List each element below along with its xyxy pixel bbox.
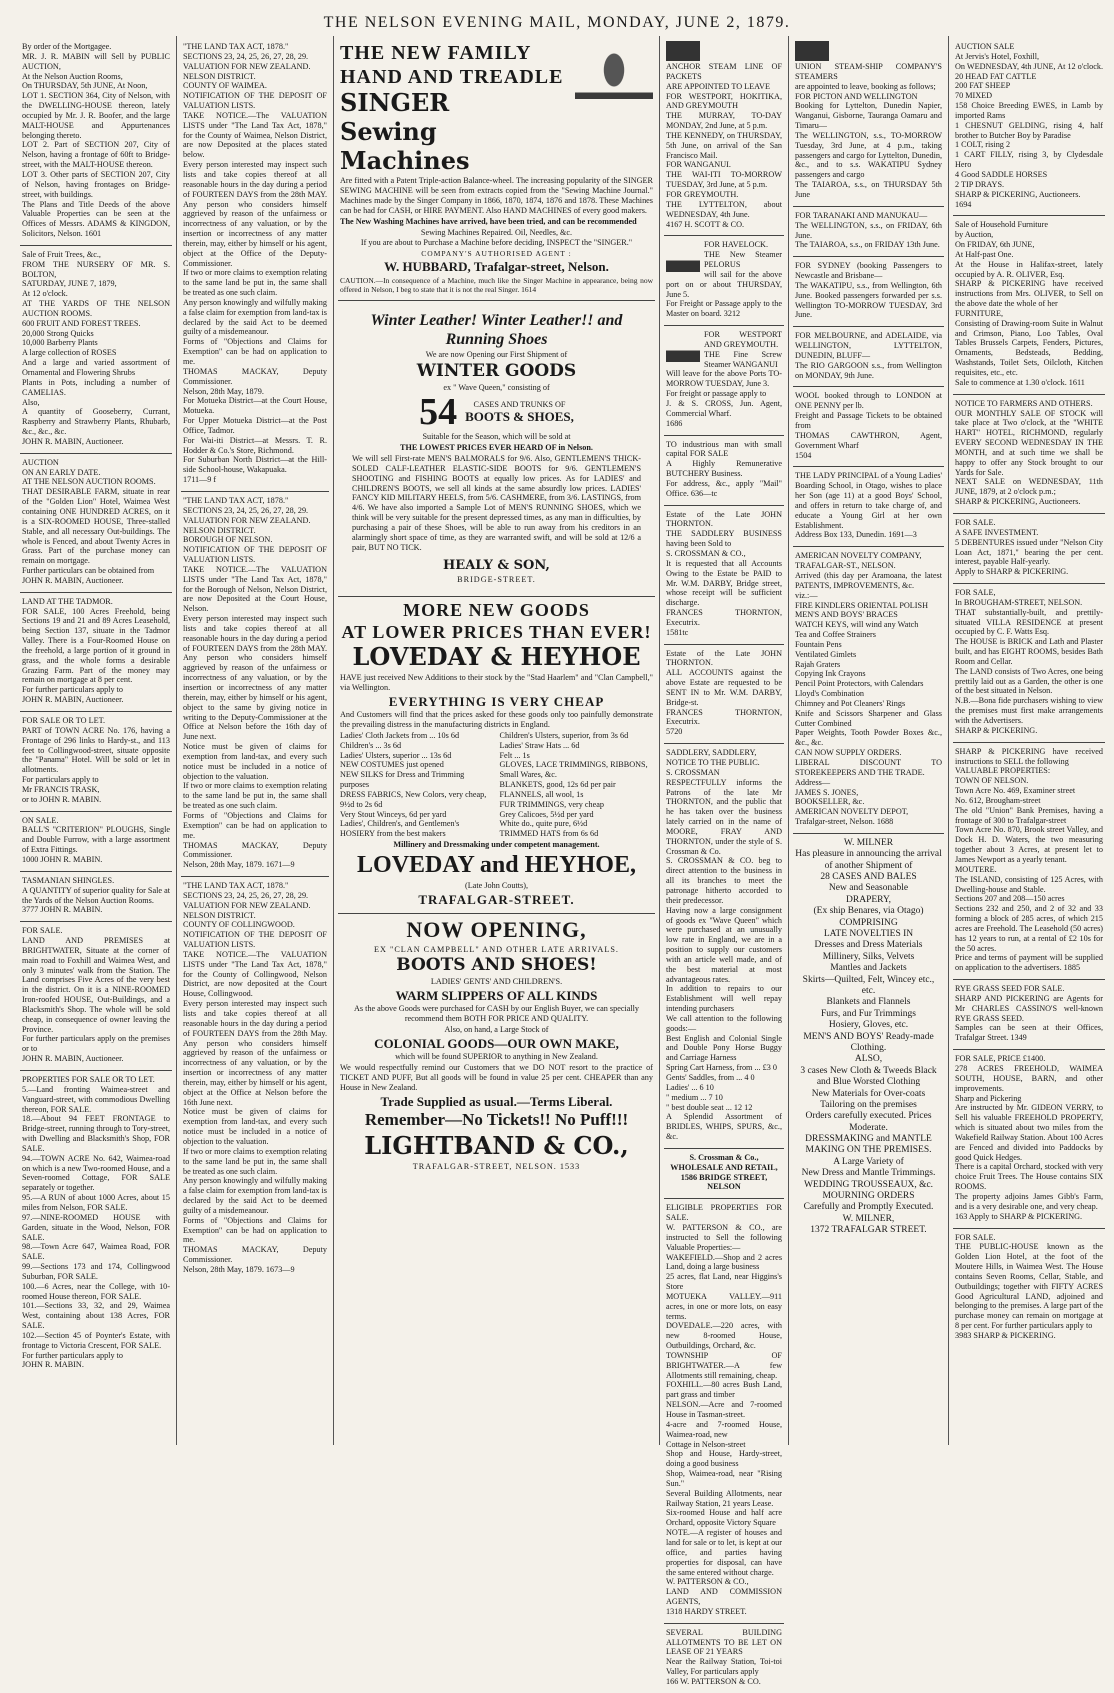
farmers-notice-ad: NOTICE TO FARMERS AND OTHERS. OUR MONTHLY SALE OF STOCK will take place at Two o'clock, at the "WHITE HART" HOTEL, RICHMOND, regularly EVERY SECOND WEDNESDAY IN THE MONTH, and at such time we shall be happy to offer any Stock brought to our Yards for Sale. NEXT SALE on WEDNESDAY, 11th JUNE, 1879, at 2 o'clock p.m.; SHARP & PICKERING, Auctioneers. — [953, 395, 1105, 514]
saddlery-ad: SADDLERY, SADDLERY, NOTICE TO THE PUBLIC. S. CROSSMAN RESPECTFULLY informs the Patrons of the late Mr THORNTON, and the public that he has taken over the business lately carried on in the name of MOORE, FRAY AND THORNTON, under the style of S. Crossman & Co. S. CROSSMAN & CO. beg to direct attention to the business in all its branches to meet the patronage hitherto accorded to their predecessor. Having now a large consignment of goods ex "Wave Queen" which were purchased at an unusually low rate in England, we are in a position to supply our customers with an article well made, and of the best material at most advantageous rates. In addition to repairs to our Establishment will well repay intending purchasers We call attention to the following goods:— Best English and Colonial Single and Double Pony Horse Buggy and Carriage Harness Spring Cart Harness, from ... £3 0 Gents' Saddles, from ... 4 0 Ladies' ... 6 10 " medium ... 7 10 " best double seat ... 12 12 A Splendid Assortment of BRIDLES, WHIPS, SPURS, &c., &c. — [664, 744, 784, 1149]
singer-title: SINGER — [340, 88, 450, 117]
column-3 — [338, 38, 655, 1447]
ploughs-sale-ad: ON SALE. BALL'S "CRITERION" PLOUGHS, Single and Double Furrow, with a large assortment of Extra Fittings. 1000 JOHN R. MABIN. — [20, 812, 172, 872]
lightband-firm: LIGHTBAND & CO., — [364, 1130, 629, 1160]
lightband-boots: BOOTS AND SHOES! — [396, 955, 597, 976]
shingles-ad: TASMANIAN SHINGLES. A QUANTITY of superior quality for Sale at the Yards of the Nelson Auction Rooms. 3777 JOHN R. MABIN. — [20, 872, 172, 922]
wool-freight-ad: WOOL booked through to LONDON at ONE PENNY per lb. Freight and Passage Tickets to be obtained from THOMAS CAWTHRON, Agent, Government Wharf 1504 — [793, 387, 944, 467]
lightband-ad — [338, 914, 655, 1177]
healy-boots: BOOTS & SHOES, — [465, 409, 574, 425]
healy-firm: HEALY & SON, — [443, 558, 550, 574]
brightwater-sale-ad: FOR SALE. LAND AND PREMISES at BRIGHTWATER, Situate at the corner of main road to Foxhill and Waimea West, and only 3 minutes' walk from the Station. The Land comprises Five Acres of the very best in the district. On it is a NINE-ROOMED Iron-roofed HOUSE, Out-Buildings, and a Blacksmith's Shop. The whole will be sold cheap, in consequence of owner leaving the Province. For further particulars apply on the premises or to JOHN R. MABIN, Auctioneer. — [20, 922, 172, 1071]
lightband-colonial-intro: Also, on hand, a Large Stock of — [444, 1024, 549, 1034]
thornton-estate-ad-2: Estate of the Late JOHN THORNTON. ALL ACCOUNTS against the above Estate are requested to be SENT IN to Mr. W.M. DARBY, Bridge-st. FRANCES THORNTON, Executrix. 5720 — [664, 645, 784, 745]
column-rule — [948, 36, 949, 1445]
american-novelty-ad: AMERICAN NOVELTY COMPANY, TRAFALGAR-ST., NELSON. Arrived (this day per Aramoana, the latest PATENTS, IMPROVEMENTS, &c. viz.:— FIRE KINDLERS ORIENTAL POLISH MEN'S AND BOYS' BRACES WATCH KEYS, will wind any Watch Tea and Coffee Strainers Fountain Pens Ventilated Gimlets Rajah Graters Copying Ink Crayons Pencil Point Protectors, with Calendars Lloyd's Combination Chimney and Pot Cleaners' Rings Knife and Scissors Sharpener and Glass Cutter Combined Paper Weights, Tooth Powder Boxes &c., &c., &c. CAN NOW SUPPLY ORDERS. LIBERAL DISCOUNT TO STOREKEEPERS AND THE TRADE. Address— JAMES S. JONES, BOOKSELLER, &c. AMERICAN NOVELTY DEPOT, Trafalgar-street, Nelson. 1688 — [793, 547, 944, 834]
healy-ex: ex " Wave Queen," consisting of — [443, 382, 550, 392]
loveday-more: MORE NEW GOODS — [403, 599, 590, 620]
loveday-intro: HAVE just received New Additions to their stock by the "Stad Haarlem" and "Clan Campbell," via Wellington. — [340, 672, 653, 692]
healy-prices: THE LOWEST PRICES EVER HEARD OF in Nelson. — [400, 443, 593, 453]
butchery-ad: TO industrious man with small capital FOR SALE A Highly Remunerative BUTCHERY Business. For address, &c., apply "Mail" Office. 636—tc — [664, 436, 784, 506]
steamer-icon — [666, 241, 700, 272]
fruit-trees-sale-ad: Sale of Fruit Trees, &c., FROM THE NURSERY OF MR. S. BOLTON, SATURDAY, JUNE 7, 1879, At 12 o'clock. AT THE YARDS OF THE NELSON AUCTION ROOMS. 600 FRUIT AND FOREST TREES. 20,000 Strong Quicks 10,000 Barberry Plants A large collection of ROSES And a large and varied assortment of Ornamental and Flowering Shrubs Plants in Pots, including a number of CAMELIAS. Also, A quantity of Gooseberry, Currant, Raspberry and Strawberry Plants, Rhubarb, &c., &c., &c. JOHN R. MABIN, Auctioneer. — [20, 246, 172, 454]
column-1 — [20, 38, 172, 1447]
land-tax-waimea-notice: "THE LAND TAX ACT, 1878." SECTIONS 23, 24, 25, 26, 27, 28, 29. VALUATION FOR NEW ZEALAND. NELSON DISTRICT. COUNTY OF WAIMEA. NOTIFICATION OF THE DEPOSIT OF VALUATION LISTS. TAKE NOTICE.—The VALUATION LISTS under "The Land Tax Act, 1878," for the County of Waimea, Nelson District, are now Deposited at the places stated below. Every person interested may inspect such lists and take copies thereof at all reasonable hours in the day during a period of FOURTEEN DAYS from the 28th MAY. Any person who considers himself aggrieved by reason of the unfairness or incorrectness of any valuation, or by the insertion or incorrectness of any matter therein, may, either by himself or his agent, object at the Office of the Deputy-Commissioner. If two or more claims to exemption relating to the same land be put in, the same shall be treated as one such claim. Any person knowingly and wilfully making a false claim for exemption from land-tax is declared by the said Act to be deemed guilty of a misdemeanour. Forms of "Objections and Claims for Exemption" can be had on application to me. THOMAS MACKAY, Deputy Commissioner. Nelson, 28th May, 1879. For Motueka District—at the Court House, Motueka. For Upper Motueka District—at the Post Office, Tadmor. For Wai-iti District—at Messrs. T. R. Hodder & Co.'s Store, Richmond. For Suburban North District—at the Hill-side School-house, Wakapuaka. 1711—9 f — [181, 38, 329, 492]
public-house-ad: FOR SALE. THE PUBLIC-HOUSE known as the Golden Lion Hotel, at the foot of the Moutere Hills, in Waimea West. The House contains Seven Rooms, Cellar, Stable, and Outbuildings; together with FIFTY ACRES Good Agricultural LAND, adjoined and belonging to the premises. A large part of the purchase money can remain on mortgage at 8 per cent. For further particulars apply to 3983 SHARP & PICKERING. — [955, 1232, 1103, 1340]
crossman-ad: S. Crossman & Co., WHOLESALE AND RETAIL, 1586 BRIDGE STREET, NELSON — [664, 1149, 784, 1199]
healy-ad — [338, 301, 655, 597]
lightband-now-opening: NOW OPENING, — [406, 917, 587, 943]
healy-cases: CASES AND TRUNKS OF — [473, 399, 566, 409]
melbourne-ad: FOR MELBOURNE, and ADELAIDE, via WELLINGTON, LYTTELTON, DUNEDIN, BLUFF— The RIO GARGOON s.s., from Wellington on MONDAY, 9th June. — [793, 327, 944, 387]
loveday-late: (Late John Coutts), — [465, 880, 528, 890]
milner-drapery-ad: W. MILNER Has pleasure in announcing the arrival of another Shipment of 28 CASES AND BALES New and Seasonable DRAPERY, (Ex ship Benares, via Otago) COMPRISING LATE NOVELTIES IN Dresses and Dress Materials Millinery, Silks, Velvets Mantles and Jackets Skirts—Quilted, Felt, Wincey etc., etc. Blankets and Flannels Furs, and Fur Trimmings Hosiery, Gloves, etc. MEN'S AND BOYS' Ready-made Clothing. ALSO, 3 cases New Cloth & Tweeds Black and Blue Worsted Clothing New Materials for Over-coats Tailoring on the premises Orders carefully executed. Prices Moderate. DRESSMAKING and MANTLE MAKING ON THE PREMISES. A Large Variety of New Dress and Mantle Trimmings. WEDDING TROUSSEAUX, &c. MOURNING ORDERS Carefully and Promptly Executed. W. MILNER, 1372 TRAFALGAR STREET. — [795, 837, 942, 1236]
loveday-street: TRAFALGAR-STREET. — [418, 891, 575, 907]
waimea-south-ad: FOR SALE, PRICE £1400. 278 ACRES FREEHOLD, WAIMEA SOUTH, HOUSE, BARN, and other improvements. Sharp and Pickering Are instructed by Mr. GIDEON VERRY, to Sell his valuable FREEHOLD PROPERTY, which is situated about two miles from the Wakefield Railway Station. About 100 Acres are Fenced and divided into Paddocks by good Quick Hedges. There is a capital Orchard, stocked with very choice Fruit Trees. The House contains SIX ROOMS. The property adjoins James Gibb's Farm, and is a very desirable one, and very cheap. 163 Apply to SHARP & PICKERING. — [953, 1050, 1105, 1228]
land-tax-nelson-notice: "THE LAND TAX ACT, 1878." SECTIONS 23, 24, 25, 26, 27, 28, 29. VALUATION FOR NEW ZEALAND. NELSON DISTRICT. BOROUGH OF NELSON. NOTIFICATION OF THE DEPOSIT OF VALUATION LISTS. TAKE NOTICE.—The VALUATION LISTS under "The Land Tax Act, 1878," for the Borough of Nelson, Nelson District, are now Deposited at the Court House, Nelson. Every person interested may inspect such lists and take copies thereof at all reasonable hours in the day during a period of FOURTEEN DAYS from the 28th MAY. Any person who considers himself aggrieved by reason of the unfairness or incorrectness of any valuation, or by the insertion or incorrectness of any matter therein, may, either by himself or his agent, object to the same by giving notice in writing to the Deputy-Commissioner at the Office at Nelson before the 16th day of June next. Notice must be given of claims for exemption from land-tax, and every such notice must be included in a notice of objection to the valuation. If two or more claims to exemption relating to the same land be put in, the same shall be treated as one such claim. Forms of "Objections and Claims for Exemption" can be had on application to me. THOMAS MACKAY, Deputy Commissioner. Nelson, 28th May, 1879. 1671—9 — [181, 492, 329, 877]
loveday-list-right: Children's Ulsters, superior, from 3s 6d Ladies' Straw Hats ... 6d Felt ... 1s GLOVES, LACE TRIMMINGS, RIBBONS, Small Wares, &c. BLANKETS, good, 12s 6d per pair FLANNELS, all wool, 1s FUR TRIMMINGS, very cheap Grey Calicoes, 5½d per yard White do., quite pure, 6½d TRIMMED HATS from 6s 6d — [499, 730, 648, 839]
column-5 — [793, 38, 944, 1447]
column-2 — [181, 38, 329, 1447]
column-rule — [659, 36, 660, 1445]
mortgagee-sale-ad: By order of the Mortgagee. MR. J. R. MABIN will Sell by PUBLIC AUCTION, At the Nelson Auction Rooms, On THURSDAY, 5th JUNE, At Noon, LOT 1. SECTION 364, City of Nelson, with the DWELLING-HOUSE thereon, lately occupied by Mr. J. R. Boofer, and the large MALT-HOUSE and Appurtenances belonging thereto. LOT 2. Part of SECTION 207, City of Nelson, having a frontage of 60ft to Bridge-street, with the MALT-HOUSE thereon. LOT 3. Other parts of SECTION 207, City of Nelson, having frontages on Bridge-street, with buildings. The Plans and Title Deeds of the above Valuable Properties can be seen at the Offices of Messrs. ADAMS & KINGDON, Solicitors, Nelson. 1601 — [20, 38, 172, 246]
lady-principal-ad: THE LADY PRINCIPAL of a Young Ladies' Boarding School, in Otago, wishes to place her Son (age 11) at a good Boys' School, and offers in return to take charge of, and educate a Young Girl at her own Establishment. Address Box 133, Dunedin. 1691—3 — [793, 467, 944, 547]
lightband-remember: Remember—No Tickets!! No Puff!!! — [364, 1110, 629, 1130]
steamer-icon — [666, 331, 700, 362]
lightband-ex: EX "CLAN CAMPBELL" AND OTHER LATE ARRIVALS. — [374, 944, 619, 954]
lightband-warm: WARM SLIPPERS OF ALL KINDS — [395, 987, 598, 1003]
loveday-firm: LOVEDAY & HEYHOE — [352, 642, 641, 672]
sewing-machine-illustration — [575, 43, 653, 133]
singer-ad — [338, 38, 655, 301]
villa-sale-ad: FOR SALE, In BROUGHAM-STREET, NELSON. THAT substantially-built, and prettily-situated VILLA RESIDENCE at present occupied by C. F. Watts Esq. The HOUSE is BRICK and Lath and Plaster built, and has EIGHT ROOMS, besides Bath Room and Cellar. The LAND consists of Two Acres, one being prettily laid out as a Garden, the other is one of the best situated in Nelson. N.B.—Bona fide purchasers wishing to view the premises must first make arrangements with the Advertisers. SHARP & PICKERING. — [953, 584, 1105, 743]
lightband-superior: which will be found SUPERIOR to anything in New Zealand. — [395, 1052, 598, 1062]
singer-agent-label: COMPANY'S AUTHORISED AGENT : — [421, 249, 572, 259]
healy-number: 54 — [419, 391, 458, 434]
singer-machines: Machines — [340, 145, 470, 175]
building-allotments-ad: SEVERAL BUILDING ALLOTMENTS TO BE LET ON LEASE OF 21 YEARS Near the Railway Station, Toi-toi Valley, For particulars apply 166 W. PATTERSON & CO. — [666, 1627, 782, 1686]
foxhill-auction-ad: AUCTION SALE At Jervis's Hotel, Foxhill, On WEDNESDAY, 4th JUNE, At 12 o'clock. 20 HEAD FAT CATTLE 200 FAT SHEEP 70 MIXED 158 Choice Breeding EWES, in Lamb by imported Rams 1 CHESNUT GELDING, rising 4, half brother to Butcher Boy by Paradise 1 COLT, rising 2 1 CART FILLY, rising 3, by Clydesdale Hero 4 Good SADDLE HORSES 2 TIP DRAYS. SHARP & PICKERING, Auctioneers. 1694 — [953, 38, 1105, 216]
lightband-cash-note: As the above Goods were purchased for CASH by our English Buyer, we can specially recommend them BOTH FOR PRICE AND QUALITY. — [353, 1004, 640, 1024]
column-rule — [176, 36, 177, 1445]
healy-intro: We are now Opening our First Shipment of — [425, 350, 568, 360]
flag-icon — [795, 41, 829, 61]
loveday-body: And Customers will find that the prices asked for these goods only too painfully demonstrate the prevailing distress in the manufacturing districts in England. — [340, 710, 653, 730]
singer-body: Are fitted with a Patent Triple-action Balance-wheel. The increasing popularity of the SINGER SEWING MACHINE will be seen from extracts copied from the "Sewing Machine Journal." Machines made by the Singer Company in 1866, 1870, 1874, 1876 and 1878. These Machines can be had for CASH, or HIRE PAYMENT. Also HAND MACHINES of every good makers. — [340, 176, 653, 215]
sydney-ad: FOR SYDNEY (booking Passengers to Newcastle and Brisbane— The WAKATIPU, s.s., from Wellington, 6th June. Booked passengers forwarded per s.s. Wellington TO-MORROW TUESDAY, 3rd June. — [793, 257, 944, 327]
healy-body: We will sell First-rate MEN'S BALMORALS for 9/6. Also, GENTLEMEN'S THICK-SOLED CALF-LEATHER ELASTIC-SIDE BOOTS for 9/6. GENTLEMEN'S SHOOTING and FISHING BOOTS at equally low prices. As for LADIES' and CHILDREN'S BOOTS, we sell all kinds at the same absurdly low prices. LADIES' FANCY KID MILITARY HEELS, from 5/6. CASHMERE, from 3/6. LASTINGS, from 4/6. We have also imported a Sample Lot of MEN'S RUNNING SHOES, which we think will be very suitable for the present depressed times, as any man in difficulties, by purchasing a pair of these Shoes, will be able to run away from his creditors in an alarmingly short space of time, as they are warranted swift, and will be sold at 12/6 a pair, BUT NO TICK. — [352, 454, 642, 552]
singer-washing: The New Washing Machines have arrived, have been tried, and can be recommended — [340, 216, 637, 226]
loveday-ad — [338, 597, 655, 914]
rye-grass-ad: RYE GRASS SEED FOR SALE. SHARP AND PICKERING are Agents for Mr CHARLES CASSINO'S well-known RYE GRASS SEED. Samples can be seen at their Offices, Trafalgar Street. 1349 — [953, 980, 1105, 1050]
farm-auction-ad: AUCTION ON AN EARLY DATE. AT THE NELSON AUCTION ROOMS. THAT DESIRABLE FARM, situate in rear of the "Golden Lion" Hotel, Waimea West containing ONE HUNDRED ACRES, on it is a SIX-ROOMED HOUSE, Three-stalled Stable, and all necessary Out-buildings. The whole is Fenced, and about Twenty Acres in Grass. Part of the purchase money can remain on mortgage. Further particulars can be obtained from JOHN R. MABIN, Auctioneer. — [20, 454, 172, 593]
singer-headline: THE NEW FAMILY HAND AND TREADLE — [340, 42, 564, 88]
column-rule — [788, 36, 789, 1445]
furniture-sale-ad: Sale of Household Furniture by Auction, On FRIDAY, 6th JUNE, At Half-past One. At the House in Halifax-street, lately occupied by A. R. OLIVER, Esq. SHARP & PICKERING have received instructions from Mrs. OLIVER, to Sell on the above date the whole of her FURNITURE, Consisting of Drawing-room Suite in Walnut and Crimson, Piano, Loo Tables, Oval Tables Brussels Carpets, Fenders, Pictures, Ornaments, Bedsteads, Bedding, Washstands, Toilet Sets, Oilcloth, Kitchen requisites, etc., etc. Sale to commence at 1.30 o'clock. 1611 — [953, 216, 1105, 394]
singer-caution: CAUTION.—In consequence of a Machine, much like the Singer Machine in appearance, being now offered in Nelson, I beg to state that it is not the real Singer. 1614 — [340, 275, 653, 294]
lightband-colonial: COLONIAL GOODS—OUR OWN MAKE, — [374, 1035, 619, 1051]
thornton-estate-ad-1: Estate of the Late JOHN THORNTON. THE SADDLERY BUSINESS having been Sold to S. CROSSMAN & CO., It is requested that all Accounts Owing to the Estate be PAID to Mr. W.M. DARBY, Bridge street, whose receipt will be sufficient discharge. FRANCES THORNTON, Executrix. 1581tc — [664, 506, 784, 645]
properties-list-ad: PROPERTIES FOR SALE OR TO LET. 5.—Land fronting Waimea-street and Vanguard-street, with commodious Dwelling thereon, FOR SALE. 18.—About 94 FEET FRONTAGE to Bridge-street, running through to Tory-street, with Dwelling and Blacksmith's Shop, FOR SALE. 94.—TOWN ACRE No. 642, Waimea-road on which is a new Two-roomed House, and a Seven-roomed Cottage, FOR SALE separately or together. 95.—A RUN of about 1000 Acres, about 15 miles from Nelson, FOR SALE. 97.—NINE-ROOMED HOUSE with Garden, situate in the Wood, Nelson, FOR SALE. 98.—Town Acre 647, Waimea Road, FOR SALE. 99.—Sections 173 and 174, Collingwood Suburban, FOR SALE. 100.—6 Acres, near the College, with 10-roomed House thereon, FOR SALE. 101.—Sections 33, 32, and 29, Waimea West, containing about 138 Acres, FOR SALE. 102.—Section 45 of Poynter's Estate, with frontage to Victoria Crescent, FOR SALE. For further particulars apply to JOHN R. MABIN. — [22, 1075, 170, 1370]
valuable-properties-ad: SHARP & PICKERING have received instructions to SELL the following VALUABLE PROPERTIES: TOWN OF NELSON. Town Acre No. 469, Examiner street No. 612, Brougham-street The old "Union" Bank Premises, having a frontage of 300 to Trafalgar-street Town Acre No. 870, Brook street Valley, and Dock H. D. Waters, the two measuring together about 3 Acres, at present let to James Newport as a yearly tenant. MOUTERE. The ISLAND, consisting of 125 Acres, with Dwelling-house and Stable. Sections 207 and 208—150 acres Sections 232 and 250, and 2 of 32 and 33 forming a block of 285 acres, of which 215 acres are Freehold. The Leasehold (50 acres) has 12 years to run, at a rental of £2 10s for the 50 acres. Price and terms of payment will be supplied on application to the advertisers. 1885 — [953, 743, 1105, 980]
taranaki-ad: FOR TARANAKI AND MANUKAU— The WELLINGTON, s.s., on FRIDAY, 6th June. The TAIAROA, s.s., on FRIDAY 13th June. — [793, 207, 944, 257]
singer-sewing: Sewing — [340, 116, 437, 146]
sale-or-let-ad: FOR SALE OR TO LET. PART of TOWN ACRE No. 176, having a Frontage of 296 links to Hardy-st., and 113 feet to Collingwood-street, situate opposite the "Panama" Hotel. Will be sold or let in allotments. For particulars apply to Mr FRANCIS TRASK, or to JOHN R. MABIN. — [20, 712, 172, 812]
westport-ad: FOR WESTPORT AND GREYMOUTH. THE Fine Screw Steamer WANGANUI Will leave for the above Ports TO-MORROW TUESDAY, June 3. For freight or passage apply to J. & S. CROSS, Jun. Agent, Commercial Wharf. 1686 — [664, 326, 784, 435]
lightband-street: TRAFALGAR-STREET, NELSON. 1533 — [412, 1161, 581, 1171]
loveday-cheap: EVERYTHING IS VERY CHEAP — [388, 693, 605, 709]
loveday-firm-2: LOVEDAY and HEYHOE, — [357, 851, 636, 878]
loveday-millinery: Millinery and Dressmaking under competent management. — [393, 840, 600, 850]
singer-note: If you are about to Purchase a Machine before deciding, INSPECT the "SINGER." — [360, 238, 633, 248]
flag-icon — [666, 41, 700, 61]
anchor-line-ad: ANCHOR STEAM LINE OF PACKETS ARE APPOINTED TO LEAVE FOR WESTPORT, HOKITIKA, AND GREYMOUTH THE MURRAY, TO-DAY MONDAY, 2nd June, at 5 p.m. THE KENNEDY, on THURSDAY, 5th June, on arrival of the San Francisco Mail. FOR WANGANUI. THE WAI-ITI TO-MORROW TUESDAY, 3rd June, at 5 p.m. FOR GREYMOUTH. THE LYTTELTON, about WEDNESDAY, 4th June. 4167 H. SCOTT & CO. — [664, 38, 784, 236]
loveday-list-left: Ladies' Cloth Jackets from ... 10s 6d Children's ... 3s 6d Ladies' Ulsters, superior ... 13s 6d NEW COSTUMES just opened NEW SILKS for Dress and Trimming purposes DRESS FABRICS, New Colors, very cheap, 9½d to 2s 6d Very Stout Winceys, 6d per yard Ladies', Children's, and Gentlemen's HOSIERY from the best makers — [340, 730, 487, 839]
column-4 — [664, 38, 784, 1686]
union-steamship-ad: UNION STEAM-SHIP COMPANY'S STEAMERS are appointed to leave, booking as follows; FOR PICTON AND WELLINGTON Booking for Lyttelton, Dunedin Napier, Wanganui, Gisborne, Tauranga Oamaru and Timaru— The WELLINGTON, s.s., TO-MORROW Tuesday, 3rd June, at 4 p.m., taking passengers and cargo for Lyttelton, Dunedin, &c., and to s.s. WAKATIPU Sydney passengers and cargo The TAIAROA, s.s., on THURSDAY 5th June — [793, 38, 944, 207]
masthead: THE NELSON EVENING MAIL, MONDAY, JUNE 2, 1879. — [323, 14, 791, 31]
healy-suitable: Suitable for the Season, which will be sold at — [422, 432, 571, 442]
land-tax-collingwood-notice: "THE LAND TAX ACT, 1878." SECTIONS 23, 24, 25, 26, 27, 28, 29. VALUATION FOR NEW ZEALAND. NELSON DISTRICT. COUNTY OF COLLINGWOOD. NOTIFICATION OF THE DEPOSIT OF VALUATION LISTS. TAKE NOTICE.—The VALUATION LISTS under "The Land Tax Act, 1878," for the County of Collingwood, Nelson District, are now deposited at the Court House, Collingwood. Every person interested may inspect such lists and take copies thereof at all reasonable hours in the day during a period of FOURTEEN DAYS from the 28th May. Any person who considers himself aggrieved by reason of the unfairness or incorrectness of any valuation, or by the insertion or incorrectness of any matter therein, may, either by himself or his agent, object at the Office at Nelson before the 16th June next. Notice must be given of claims for exemption from land-tax, and every such notice must be included in a notice of objection to the valuation. If two or more claims to exemption relating to the same land be put in, the same shall be treated as one such claim. Any person knowingly and wilfully making a false claim for exemption from land-tax is declared by the said Act to be deemed guilty of a misdemeanour. Forms of "Objections and Claims for Exemption" can be had on application to me. THOMAS MACKAY, Deputy Commissioner. Nelson, 28th May, 1879. 1673—9 — [183, 881, 327, 1274]
lightband-ladies: LADIES' GENTS' AND CHILDREN'S. — [430, 976, 563, 986]
debentures-ad: FOR SALE. A SAFE INVESTMENT. 5 DEBENTURES issued under "Nelson City Loan Act, 1871," bearing the per cent. interest, payable Half-yearly. Apply to SHARP & PICKERING. — [953, 514, 1105, 584]
tadmor-land-ad: LAND AT THE TADMOR. FOR SALE, 100 Acres Freehold, being Sections 19 and 21 and 89 Acres Leasehold, being Section 137, situate in the Tadmor Valley. There is a Four-Roomed House on the freehold, a large portion of it ground in grass, and the whole forms a desirable Grazing Farm. Part of the money may remain on mortgage at 8 per cent. For further particulars apply to JOHN R. MABIN, Auctioneer. — [20, 593, 172, 712]
singer-agent: W. HUBBARD, Trafalgar-street, Nelson. — [384, 259, 609, 275]
singer-repaired: Sewing Machines Repaired. Oil, Needles, &c. — [420, 227, 573, 237]
healy-street: BRIDGE-STREET. — [457, 575, 536, 585]
loveday-prices: AT LOWER PRICES THAN EVER! — [341, 621, 652, 642]
column-rule — [333, 36, 334, 1445]
havelock-ad: FOR HAVELOCK. THE New Steamer PELORUS will sail for the above port on or about THURSDAY, June 5. For Freight or Passage apply to the Master on board. 3212 — [664, 236, 784, 326]
healy-winter-goods: WINTER GOODS — [416, 361, 577, 382]
healy-headline: Winter Leather! Winter Leather!! and Running Shoes — [370, 311, 623, 349]
column-6 — [953, 38, 1105, 1447]
lightband-trade: Trade Supplied as usual.—Terms Liberal. — [380, 1093, 613, 1109]
lightband-ticket: We would respectfully remind our Customers that we DO NOT resort to the practice of TICKET AND PUFF, But all goods will be found in value 25 per cent. CHEAPER than any House in New Zealand. — [340, 1063, 653, 1092]
patterson-properties-ad: ELIGIBLE PROPERTIES FOR SALE. W. PATTERSON & CO., are instructed to Sell the following Valuable Properties:— WAKEFIELD.—Shop and 2 acres Land, doing a large business 25 acres, flat Land, near Higgins's Store MOTUEKA VALLEY.—911 acres, in one or more lots, on easy terms. DOVEDALE.—220 acres, with new 8-roomed House, Outbuildings, Orchard, &c. TOWNSHIP OF BRIGHTWATER.—A few Allotments still remaining, cheap. FOXHILL.—80 acres Bush Land, part grass and timber NELSON.—Acre and 7-roomed House in Tasman-street. 4-acre and 7-roomed House, Waimea-road, new Cottage in Nelson-street Shop and House, Hardy-street, doing a good business Shop, Waimea-road, near "Rising Sun." Several Building Allotments, near Railway Station, 21 years Lease. Six-roomed House and half acre Orchard, opposite Victory Square NOTE.—A register of houses and land for sale or to let, is kept at our office, and parties having properties for disposal, can have the same entered without charge. W. PATTERSON & CO., LAND AND COMMISSION AGENTS, 1318 HARDY STREET. — [664, 1199, 784, 1623]
